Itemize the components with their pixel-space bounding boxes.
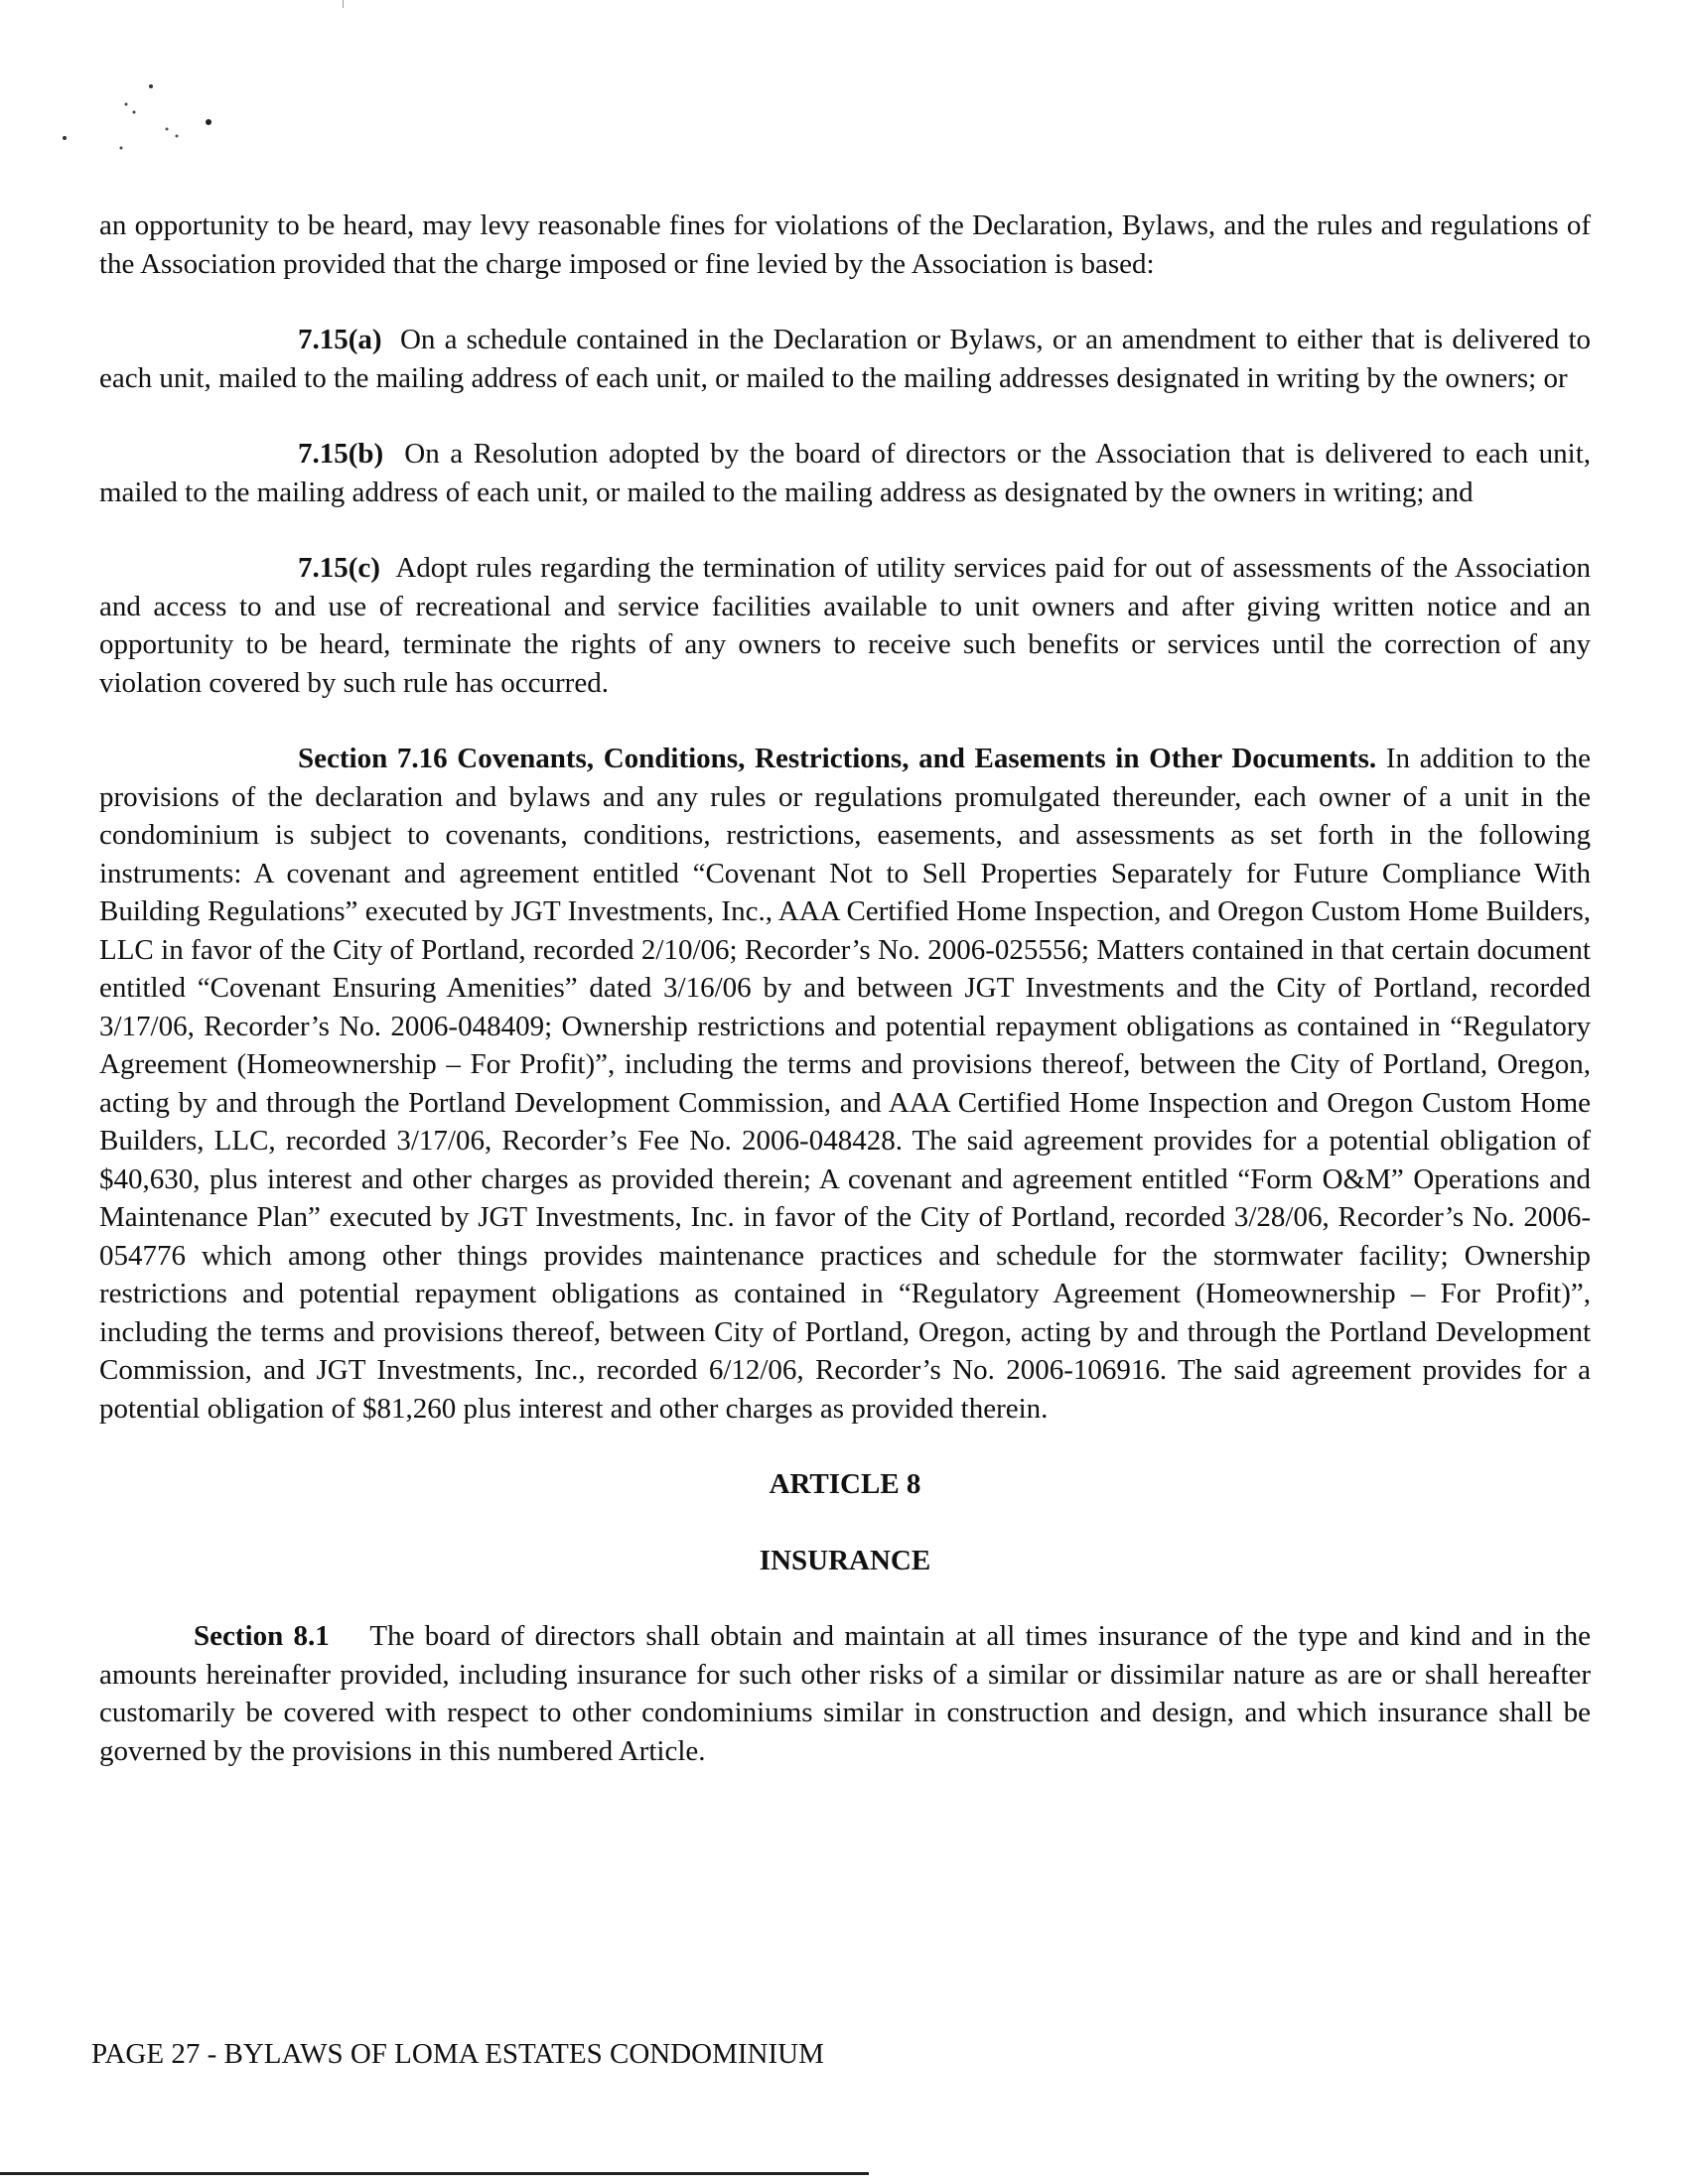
subsection-label: 7.15(c) — [298, 552, 380, 584]
subsection-7-15-a — [99, 321, 1591, 397]
subsection-label: 7.15(a) — [298, 324, 382, 355]
subsection-text: On a Resolution adopted by the board of directors or the Association that is delivered to each unit, mailed to the mailing address of each unit, or mailed to the mailing address as designated by the owners in writing; and — [99, 438, 1592, 508]
section-heading: Section 7.16 Covenants, Conditions, Restrictions, and Easements in Other Documents. — [298, 743, 1377, 774]
article-number: ARTICLE 8 — [769, 1468, 921, 1500]
article-title: INSURANCE — [759, 1544, 931, 1576]
subsection-7-15-b — [99, 435, 1591, 511]
subsection-label: 7.15(b) — [298, 438, 384, 470]
section-text: The board of directors shall obtain and maintain at all times insurance of the type and kind and in the amounts hereinafter provided, including insurance for such other risks of a similar or dissimilar nature as are or shall hereafter customarily be covered with respect to other condominiums similar in construction and design, and which insurance shall be governed by the provisions in this numbered Article. — [99, 1620, 1591, 1767]
section-heading: Section 8.1 — [194, 1620, 330, 1652]
section-text: In addition to the provisions of the declaration and bylaws and any rules or regulations promulgated thereunder, each owner of a unit in the condominium is subject to covenants, conditions, restrictions, easements, and assessments as set forth in the following instruments: A covenant and agreement entitled “Covenant Not to Sell Properties Separately for Future Compliance With Building Regulations” executed by JGT Investments, Inc., AAA Certified Home Inspection, and Oregon Custom Home Builders, LLC in favor of the City of Portland, recorded 2/10/06; Recorder’s No. 2006-025556; Matters contained in that certain document entitled “Covenant Ensuring Amenities” dated 3/16/06 by and between JGT Investments and the City of Portland, recorded 3/17/06, Recorder’s No. 2006-048409; Ownership restrictions and potential repayment obligations as contained in “Regulatory Agreement (Homeownership – For Profit)”, including the terms and provisions thereof, between the City of Portland, Oregon, acting by and through the Portland Development Commission, and AAA Certified Home Inspection and Oregon Custom Home Builders, LLC, recorded 3/17/06, Recorder’s Fee No. 2006-048428. The said agreement provides for a potential obligation of $40,630, plus interest and other charges as provided therein; A covenant and agreement entitled “Form O&M” Operations and Maintenance Plan” executed by JGT Investments, Inc. in favor of the City of Portland, recorded 3/28/06, Recorder’s No. 2006-054776 which among other things provides maintenance practices and schedule for the stormwater facility; Ownership restrictions and potential repayment obligations as contained in “Regulatory Agreement (Homeownership – For Profit)”, including the terms and provisions thereof, between City of Portland, Oregon, acting by and through the Portland Development Commission, and JGT Investments, Inc., recorded 6/12/06, Recorder’s No. 2006-106916. The said agreement provides for a potential obligation of $81,260 plus interest and other charges as provided therein. — [99, 743, 1592, 1425]
subsection-text: Adopt rules regarding the termination of utility services paid for out of assessments of the Association and access to and use of recreational and service facilities available to unit owners and after giving written notice and an opportunity to be heard, terminate the rights of any owners to receive such benefits or services until the correction of any violation covered by such rule has occurred. — [99, 552, 1591, 699]
page-footer: PAGE 27 - BYLAWS OF LOMA ESTATES CONDOMINIUM — [91, 2038, 824, 2070]
scan-specks — [40, 74, 238, 164]
intro-paragraph: an opportunity to be heard, may levy reasonable fines for violations of the Declaration, Bylaws, and the rules and regulations of the Association provided that the charge imposed or fine levied by the Association is based: — [99, 209, 1591, 280]
scan-mark — [343, 0, 344, 8]
document-body — [99, 206, 1591, 1808]
subsection-7-15-c — [99, 549, 1591, 702]
subsection-text: On a schedule contained in the Declaration or Bylaws, or an amendment to either that is delivered to each unit, mailed to the mailing address of each unit, or mailed to the mailing addresses designated in writing by the owners; or — [99, 324, 1592, 394]
section-8-1 — [99, 1617, 1591, 1770]
section-7-16 — [99, 740, 1591, 1428]
bottom-rule — [0, 2172, 869, 2175]
